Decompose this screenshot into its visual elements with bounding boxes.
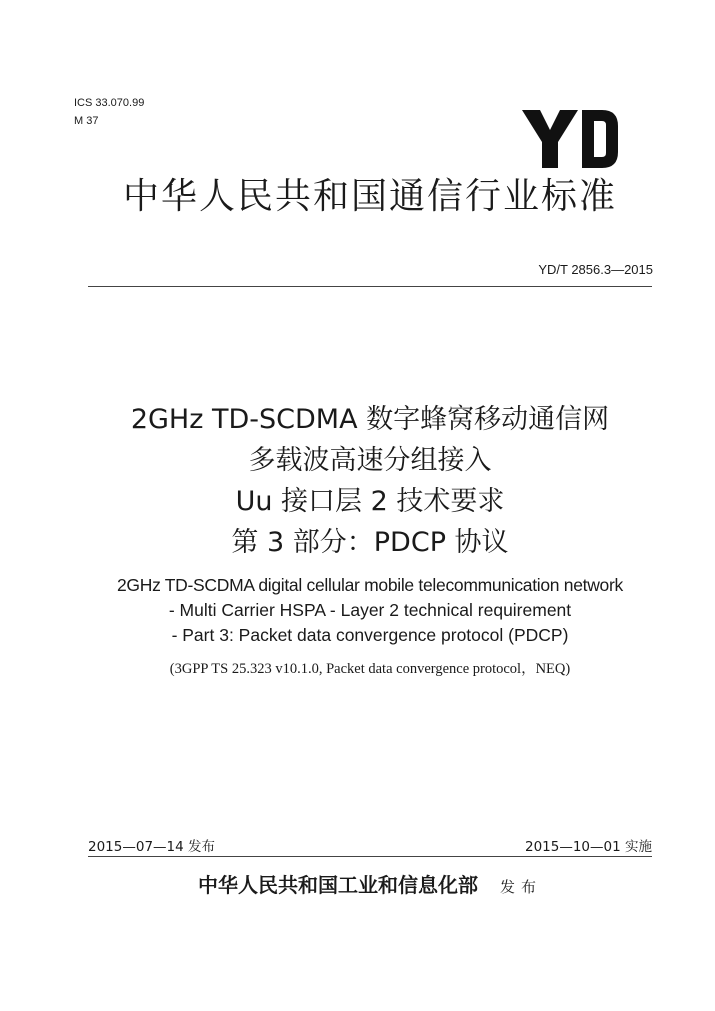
- title-cn-line-4: 第 3 部分：PDCP 协议: [231, 527, 509, 558]
- footer-divider: [88, 856, 652, 857]
- issue-date: 2015—07—14 发布: [88, 839, 216, 855]
- issuer-name: 中华人民共和国工业和信息化部: [197, 873, 478, 897]
- issuer-action: 发布: [499, 878, 542, 896]
- title-cn-line-2: 多载波高速分组接入: [248, 445, 492, 476]
- title-en-line-2: - Multi Carrier HSPA - Layer 2 technical requirement: [168, 600, 572, 620]
- issuer-block: [0, 872, 715, 900]
- header-divider: [88, 286, 652, 287]
- ics-code: ICS 33.070.99: [74, 97, 145, 109]
- yd-logo: [520, 108, 620, 170]
- title-cn-line-1: 2GHz TD-SCDMA 数字蜂窝移动通信网: [130, 404, 610, 435]
- standard-number: YD/T 2856.3—2015: [538, 262, 653, 277]
- title-en-line-3: - Part 3: Packet data convergence protocol (PDCP): [171, 625, 569, 645]
- ccs-code: M 37: [74, 115, 99, 127]
- title-cn-line-3: Uu 接口层 2 技术要求: [235, 486, 505, 517]
- reference-note: (3GPP TS 25.323 v10.1.0, Packet data convergence protocol，NEQ): [169, 661, 571, 677]
- title-en-line-1: 2GHz TD-SCDMA digital cellular mobile telecommunication network: [117, 575, 623, 595]
- standard-type-title: 中华人民共和国通信行业标准: [122, 176, 617, 217]
- implementation-date: 2015—10—01 实施: [524, 839, 652, 855]
